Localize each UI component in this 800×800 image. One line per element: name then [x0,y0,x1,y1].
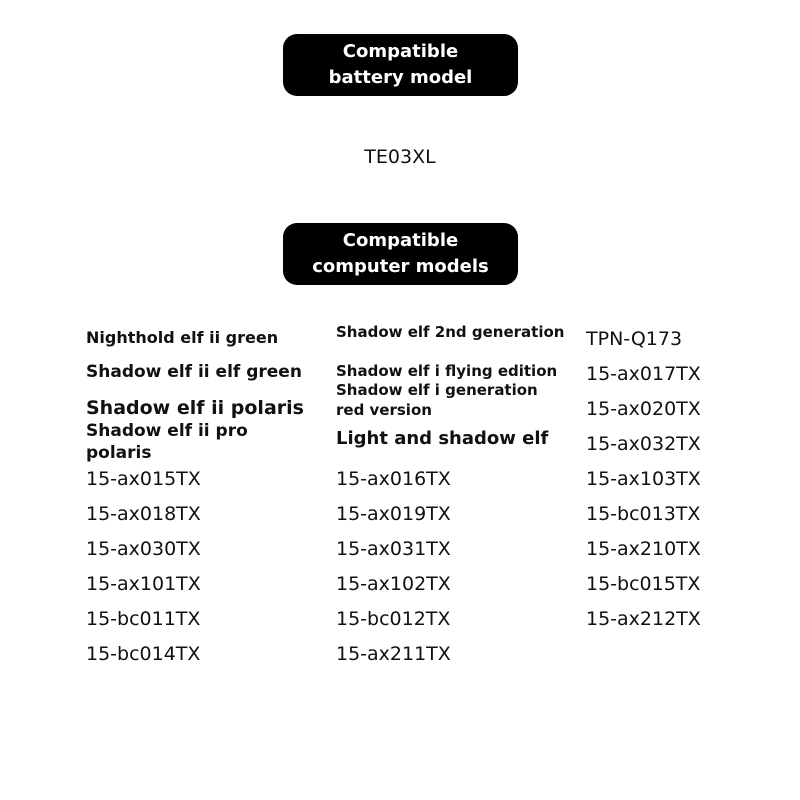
computer-models-header [283,223,518,285]
model-item: 15-ax018TX [86,503,201,525]
model-item: 15-ax032TX [586,433,701,455]
model-item: Shadow elf ii pro polaris [86,421,248,463]
model-item: 15-bc014TX [86,643,201,665]
model-item: Shadow elf ii polaris [86,397,304,419]
model-item: 15-bc013TX [586,503,701,525]
battery-header-line1: Compatible [342,41,459,62]
computer-header-line2: computer models [312,256,489,277]
model-item: 15-ax031TX [336,538,451,560]
model-item: 15-ax019TX [336,503,451,525]
battery-model-header [283,34,518,96]
model-item: 15-ax017TX [586,363,701,385]
model-item: Light and shadow elf [336,428,549,449]
model-item: Shadow elf i flying edition [336,362,558,380]
model-item: 15-bc012TX [336,608,451,630]
model-item: 15-ax101TX [86,573,201,595]
model-item: 15-bc015TX [586,573,701,595]
model-item: 15-ax015TX [86,468,201,490]
computer-header-line1: Compatible [342,230,459,251]
model-item: TPN-Q173 [586,328,683,350]
model-item: 15-bc011TX [86,608,201,630]
model-item: Nighthold elf ii green [86,328,279,347]
model-item: 15-ax103TX [586,468,701,490]
model-item: 15-ax102TX [336,573,451,595]
battery-header-line2: battery model [328,67,473,88]
model-item: 15-ax016TX [336,468,451,490]
model-item: 15-ax030TX [86,538,201,560]
model-item: 15-ax020TX [586,398,701,420]
model-item: 15-ax211TX [336,643,451,665]
model-item: Shadow elf i generation red version [336,381,538,419]
model-item: Shadow elf 2nd generation [336,323,565,341]
battery-model-value: TE03XL [364,146,436,168]
model-item: 15-ax210TX [586,538,701,560]
model-item: 15-ax212TX [586,608,701,630]
model-item: Shadow elf ii elf green [86,362,302,382]
